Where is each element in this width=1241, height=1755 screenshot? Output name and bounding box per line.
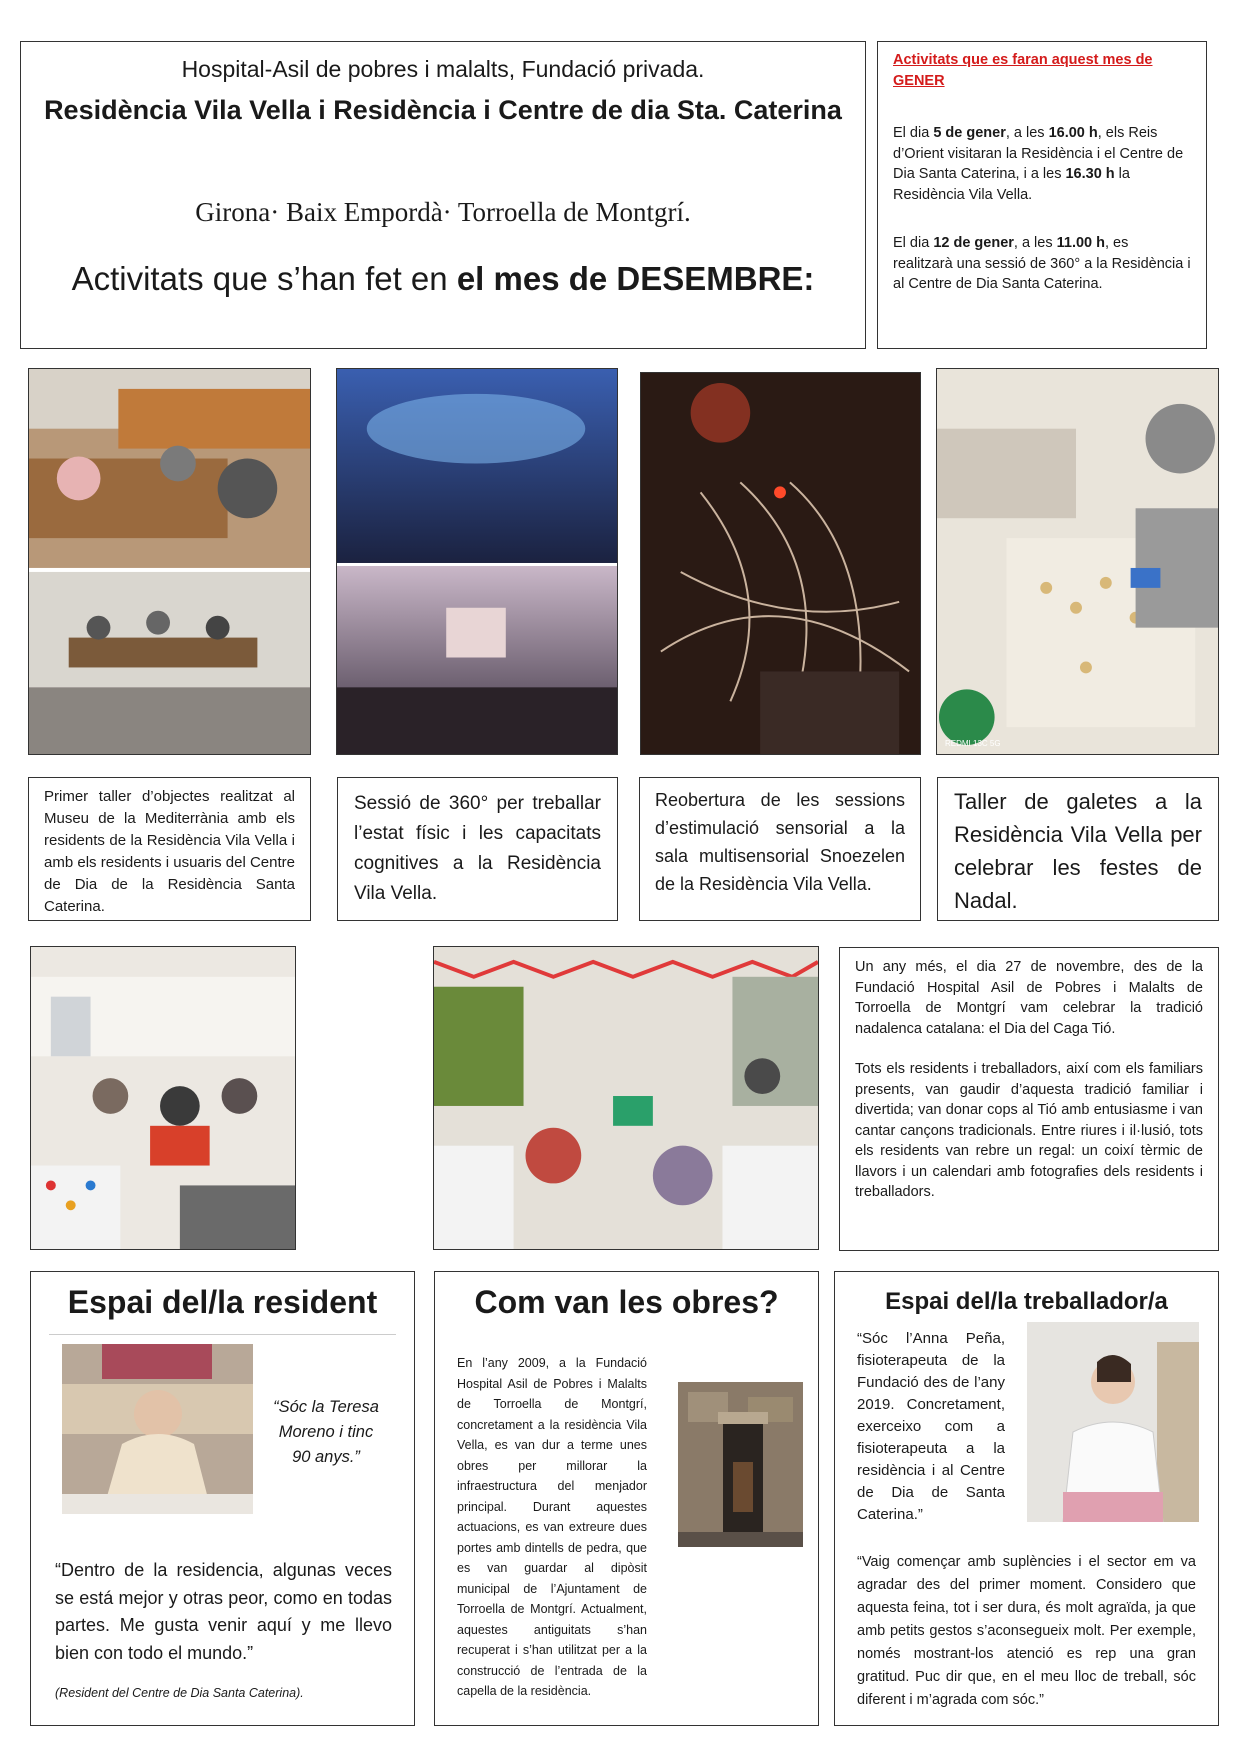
works-section bbox=[434, 1271, 819, 1726]
organization-name: Hospital-Asil de pobres i malalts, Fundació privada. bbox=[181, 56, 705, 82]
worker-quote: “Vaig començar amb suplències i el sector em va agradar des del primer moment. Considero que aquesta feina, tot i ser dura, és molt agraïda, ja que amb petits gestos s’aconsegueix molt. Per exemple, només mostrant-los atenció es rep una gran gratitud. Puc dir que, en el meu lloc de treball, sóc diferent i m’agrada com sóc.” bbox=[857, 1554, 1196, 1708]
resident-quote-long: “Dentro de la residencia, algunas veces se está mejor y otras peor, como en todas partes. Me gusta venir aquí y me llevo bien con todo el mundo.” bbox=[55, 1560, 392, 1663]
header-box bbox=[20, 41, 866, 349]
agenda-title: Activitats que es faran aquest mes de GENER bbox=[893, 52, 1153, 89]
photo-snoezelen bbox=[640, 372, 921, 755]
agenda-box bbox=[877, 41, 1207, 349]
locations: Girona· Baix Empordà· Torroella de Montgrí. bbox=[195, 197, 691, 227]
resident-source: (Resident del Centre de Dia Santa Caterina). bbox=[55, 1686, 304, 1700]
photo-museum-workshop bbox=[28, 368, 311, 755]
resident-section bbox=[30, 1271, 415, 1726]
worker-title: Espai del/la treballador/a bbox=[885, 1288, 1168, 1315]
resident-quote-short: “Sóc la Teresa Moreno i tinc 90 anys.” bbox=[273, 1398, 379, 1466]
photo-360-session bbox=[336, 368, 618, 755]
photo-caga-tio-2 bbox=[433, 946, 819, 1250]
caption-snoezelen: Reobertura de les sessions d’estimulació sensorial a la sala multisensorial Snoezelen de la Residència Vila Vella. bbox=[639, 777, 921, 921]
caga-tio-p1: Un any més, el dia 27 de novembre, des de la Fundació Hospital Asil de Pobres i Malalts de Torroella de Montgrí vam celebrar la tradició nadalenca catalana: el Dia del Caga Tió. bbox=[855, 959, 1203, 1037]
photo-cookie-workshop bbox=[936, 368, 1219, 755]
resident-title: Espai del/la resident bbox=[67, 1284, 378, 1320]
agenda-item-360: El dia 12 de gener, a les 11.00 h, es realitzarà una sessió de 360° a la Residència i al Centre de Dia Santa Caterina. bbox=[893, 235, 1191, 292]
works-title: Com van les obres? bbox=[474, 1284, 779, 1320]
works-text: En l’any 2009, a la Fundació Hospital Asil de Pobres i Malalts de Torroella de Montgrí, concretament a la residència Vila Vella, es van dur a terme unes obres per millorar la infraestructura del menjador principal. Durant aquestes actuacions, es van extreure dues portes amb dintells de pedra, que es van guardar al dipòsit municipal de l’Ajuntament de Torroella de Montgrí. Actualment, aquestes antiguitats s’han recuperat i s’han utilitzat per a la construcció de l’entrada de la capella de la residència. bbox=[457, 1356, 647, 1698]
caption-cookie-workshop: Taller de galetes a la Residència Vila Vella per celebrar les festes de Nadal. bbox=[937, 777, 1219, 921]
caga-tio-p2: Tots els residents i treballadors, així com els familiars presents, van gaudir d’aquesta tradició familiar i divertida; van donar cops al Tió amb entusiasme i van cantar cançons tradicionals. Entre riures i il·lusió, tots els residents van rebre un regal: un coixí tèrmic de llavors i un calendari amb fotografies dels residents i treballadors. bbox=[855, 1061, 1203, 1200]
title-underline bbox=[49, 1334, 396, 1335]
residence-names: Residència Vila Vella i Residència i Centre de dia Sta. Caterina bbox=[44, 95, 842, 125]
works-photo-door bbox=[678, 1382, 803, 1547]
caption-360-session: Sessió de 360° per treballar l’estat físic i les capacitats cognitives a la Residència Vila Vella. bbox=[337, 777, 618, 921]
page-title bbox=[21, 260, 865, 298]
photo-caga-tio-1 bbox=[30, 946, 296, 1250]
title-prefix: Activitats que s’han fet en bbox=[71, 260, 457, 297]
resident-photo bbox=[62, 1344, 253, 1514]
agenda-item-reis: El dia 5 de gener, a les 16.00 h, els Reis d’Orient visitaran la Residència i el Centre de Dia Santa Caterina, i a les 16.30 h la Residència Vila Vella. bbox=[893, 125, 1184, 203]
title-month: el mes de DESEMBRE: bbox=[456, 260, 815, 297]
worker-section bbox=[834, 1271, 1219, 1726]
photo-watermark: REDMI 13C 5G bbox=[945, 739, 1001, 748]
caga-tio-text bbox=[839, 947, 1219, 1251]
worker-photo bbox=[1027, 1322, 1199, 1522]
caption-museum-workshop: Primer taller d’objectes realitzat al Museu de la Mediterrània amb els residents de la Residència Vila Vella i amb els residents i usuaris del Centre de Dia de la Residència Santa Caterina. bbox=[28, 777, 311, 921]
worker-intro: “Sóc l’Anna Peña, fisioterapeuta de la Fundació des de l’any 2019. Concretament, exerceixo com a fisioterapeuta a la residència i al Centre de Dia de Santa Caterina.” bbox=[857, 1330, 1005, 1523]
